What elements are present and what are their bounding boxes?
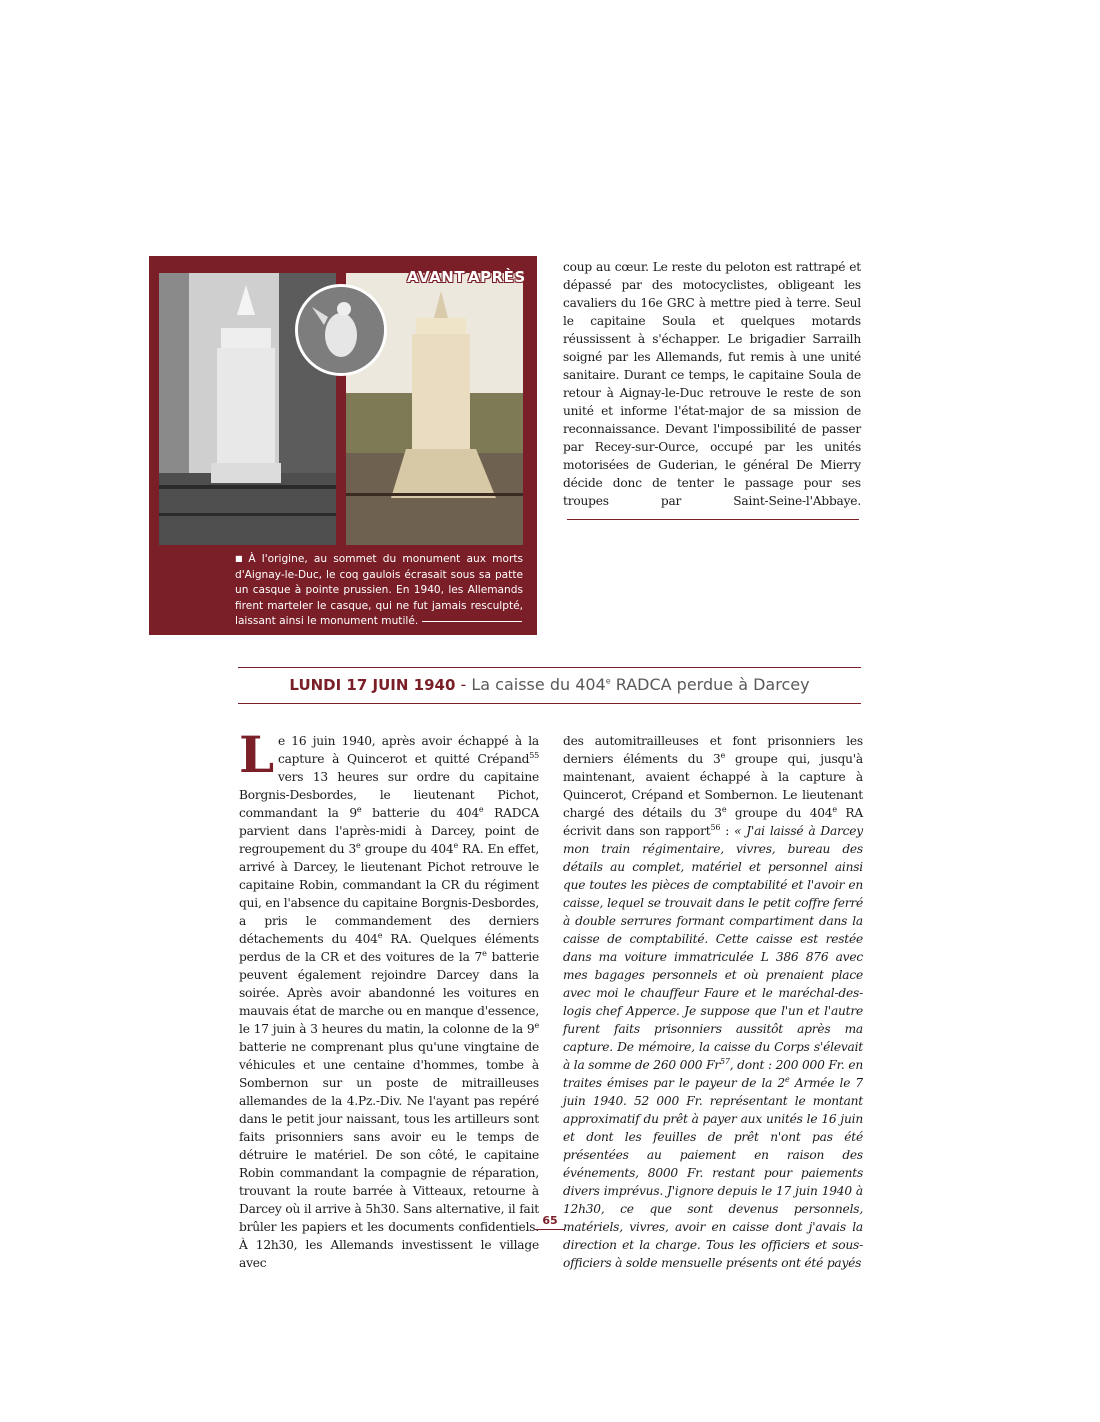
right-text-2: groupe qui, jusqu'à maintenant, avaient échappé à la capture à Quincerot, Crépand et Sombernon. Le lieutenant chargé des détails du 3 [563,752,863,820]
left-text-2: vers 13 heures sur ordre du capitaine Borgnis-Desbordes, le lieutenant Pichot, commandant la 9 [239,770,539,820]
left-column [239,725,539,1272]
top-paragraph-text: coup au cœur. Le reste du peloton est rattrapé et dépassé par des motocyclistes, obligeant les cavaliers du 16e GRC à mettre pied à terre. Seul le capitaine Soula et quelques motards réussissent à s'échapper. Le brigadier Sarrailh soigné par les Allemands, fut remis à une unité sanitaire. Durant ce temps, le capitaine Soula de retour à Aignay-le-Duc retrouve le reste de son unité et informe l'état-major de sa mission de reconnaissance. Devant l'impossibilité de passer par Recey-sur-Ource, occupé par les unités motorisées de Guderian, le général De Mierry décide donc de tenter le passage pour ses troupes par Saint-Seine-l'Abbaye. [563,260,861,508]
ordinal-sup: e [721,804,727,814]
ordinal-sup: e [356,840,361,850]
page-number: 65 [542,1214,558,1227]
left-text-3: batterie du 404 [361,806,479,820]
photo-panel [149,256,537,635]
left-text-9: batterie ne comprenant plus qu'une vingtaine de véhicules et une centaine d'hommes, tombe à Sombernon sur un poste de mitrailleuses allemandes de la 4.Pz.-Div. Ne l'ayant pas repéré dans le petit jour naissant, tous les artilleurs sont faits prisonniers sans avoir eu le temps de détruire le matériel. De son côté, le capitaine Robin commandant la compagnie de réparation, trouvant la route barrée à Vitteaux, retourne à Darcey où il arrive à 5h30. Sans alternative, il fait brûler les papiers et les documents confidentiels. À 12h30, les Allemands investissent le village avec [239,1040,539,1270]
ordinal-sup: e [478,804,484,814]
right-text-5: : [720,824,730,838]
ordinal-sup: e [453,840,459,850]
left-text-6: RA. En effet, arrivé à Darcey, le lieutenant Pichot retrouve le capitaine Robin, commandant la CR du régiment qui, en l'absence du capitaine Borgnis-Desbordes, a pris le commandement des derniers détachements du 404 [239,842,539,946]
top-paragraph [563,258,861,528]
footnote-56: 56 [710,822,721,832]
rooster-inset-photo [295,284,387,376]
ordinal-sup: e [720,750,726,760]
heading-rule-bottom [238,703,861,704]
heading-rule-top [238,667,861,668]
footnote-57: 57 [719,1056,730,1066]
left-text-8: batterie peuvent également rejoindre Darcey dans la soirée. Après avoir abandonné les voitures en mauvais état de marche ou en manque d'essence, le 17 juin à 3 heures du matin, la colonne de la 9 [239,950,539,1036]
left-text-7: RA. Quelques éléments perdus de la CR et des voitures de la 7 [239,932,539,964]
ordinal-sup: e [377,930,383,940]
heading-separator: - [455,675,472,694]
label-after: APRÈS [468,268,526,286]
left-text-5: groupe du 404 [360,842,454,856]
footnote-55: 55 [529,750,539,760]
left-text-1: e 16 juin 1940, après avoir échappé à la capture à Quincerot et quitté Crépand [277,734,539,766]
photo-caption-text: À l'origine, au sommet du monument aux morts d'Aignay-le-Duc, le coq gaulois écrasait sous sa patte un casque à pointe prussien. En 1940, les Allemands firent marteler le casque, qui ne fut jamais resculpté, laissant ainsi le monument mutilé. [235,553,523,628]
page-number-rule [535,1229,565,1230]
rooster-statue-icon [298,287,384,373]
caption-bullet-icon: ■ [235,554,246,563]
ordinal-sup: e [482,948,487,958]
dropcap: L [239,725,274,784]
right-text-3: groupe du 404 [726,806,833,820]
caption-rule [422,621,522,622]
report-quote [563,824,863,1270]
heading-date: LUNDI 17 JUIN 1940 [289,676,456,694]
photo-caption [235,551,523,630]
label-before: AVANT [407,268,466,286]
section-heading [238,675,861,694]
ordinal-sup: e [534,1020,539,1030]
ordinal-sup: e [832,804,837,814]
right-text-1: des automitrailleuses et font prisonniers les derniers éléments du 3 [563,734,863,766]
left-text-4: RADCA parvient dans l'après-midi à Darcey, point de regroupement du 3 [239,806,539,856]
heading-title [471,675,809,694]
heading-title-part1: La caisse du 404 [471,675,606,694]
ordinal-sup: e [784,1074,790,1084]
quote-text-1: « J'ai laissé à Darcey mon train régimentaire, vivres, bureau des détails au complet, matériel et personnel ainsi que toutes les pièces de comptabilité et l'avoir en caisse, lequel se trouvait dans le petit coffre ferré à double serrures formant compartiment dans la caisse de comptabilité. Cette caisse est restée dans ma voiture immatriculée L 386 876 avec mes bagages personnels et où prenaient place avec moi le chauffeur Faure et le maréchal-des-logis chef Apperce. Je suppose que l'un et l'autre furent faits prisonniers aussitôt après ma capture. De mémoire, la caisse du Corps s'élevait à la somme de 260 000 Fr [563,824,863,1072]
right-column [563,732,863,1272]
heading-title-part2: RADCA perdue à Darcey [610,675,810,694]
quote-text-2: , dont : 200 000 Fr. en traites émises par le payeur de la 2 [563,1058,863,1090]
quote-text-3: Armée le 7 juin 1940. 52 000 Fr. représentant le montant approximatif du prêt à payer aux unités le 16 juin et dont les feuilles de prêt n'ont pas été présentées au paiement en raison des événements, 8000 Fr. restant pour paiements divers imprévus. J'ignore depuis le 17 juin 1940 à 12h30, ce que sont devenus personnels, matériels, vivres, avoir en caisse dont j'avais la direction et la charge. Tous les officiers et sous-officiers à solde mensuelle présents ont été payés [563,1076,863,1270]
right-text-4: RA écrivit dans son rapport [563,806,863,838]
ordinal-sup: e [356,804,362,814]
heading-title-sup: e [605,676,611,686]
top-paragraph-rule [567,519,859,520]
